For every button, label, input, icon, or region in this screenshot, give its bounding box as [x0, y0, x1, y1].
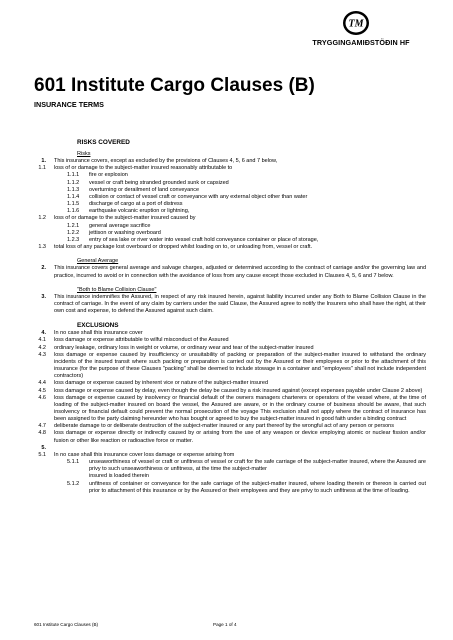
item-text: collision or contact of vessel craft or conveyance with any external object other than water — [89, 193, 308, 200]
clause-5 — [34, 445, 426, 452]
clause-4-6 — [34, 395, 426, 424]
clause-text: This insurance indemnifies the Assured, in respect of any risk insured herein, against liability incurred under any Both to Blame Collision Clause in the contract of carriage. In the event of any claim by carriers under the said Clause, the Assured agree to notify the Insurers who shall have the right, at their own cost and expense, to defend the Assured against such claim. — [54, 293, 426, 315]
clause-text: loss of or damage to the subject-matter insured caused by — [54, 215, 196, 222]
clause-number: 4.7 — [38, 423, 46, 430]
clause-text: This insurance covers general average and salvage charges, adjusted or determined according to the contract of carriage and/or the governing law and practice, incurred to avoid or in connection with the avoidance of loss from any cause except those excluded in Clauses 4, 5, 6 and 7 below. — [54, 265, 426, 279]
clause-3 — [34, 294, 426, 315]
item-number: 1.1.4 — [67, 193, 80, 200]
item-text: unseaworthiness of vessel or craft or unfitness of vessel or craft for the safe carriage of the subject-matter insured, where the Assured are privy to such unseaworthiness or unfitness, at the time the subject-matter — [89, 459, 426, 473]
document-subtitle: INSURANCE TERMS — [34, 100, 104, 109]
item-text: jettison or washing overboard — [89, 229, 161, 236]
clause-number: 1.3 — [38, 244, 46, 251]
item-text: unfitness of container or conveyance for the safe carriage of the subject-matter insured, where loading therein or thereon is carried out prior to attachment of this insurance or by the Assured or their employees and they are privy to such unfitness at the time of loading. — [89, 480, 426, 494]
item-number: 1.2.3 — [67, 236, 80, 243]
clause-1-3 — [34, 244, 426, 251]
subheading-risks: Risks — [77, 151, 91, 157]
clause-text: loss damage or expense attributable to wilful misconduct of the Assured — [54, 337, 229, 344]
clause-number: 4.4 — [38, 380, 46, 387]
item-text: overturning or derailment of land conveyance — [89, 186, 200, 193]
clause-item — [67, 172, 426, 179]
item-number: 1.2.2 — [67, 229, 80, 236]
footer-document-name: 601 Institute Cargo Clauses (B) — [34, 622, 99, 627]
clause-number: 2. — [41, 265, 46, 272]
clause-number: 4.6 — [38, 394, 46, 401]
company-name: TRYGGINGAMIÐSTÖÐIN HF — [312, 38, 410, 47]
clause-text: loss damage or expense directly or indirectly caused by or arising from the use of any weapon or device employing atomic or nuclear fission and/or fusion or other like reaction or radioactive force or matter. — [54, 430, 426, 444]
clause-number: 5.1 — [38, 451, 46, 458]
clause-text: loss damage or expense caused by insolvency or financial default of the owners managers charterers or operators of the vessel where, at the time of loading of the subject-matter insured on board the vessel, the Assured are aware, or in the ordinary course of business should be aware, that such insolvency or financial default could prevent the normal prosecution of the voyage This exclusion shall not apply where the contract of insurance has been assigned to the party claiming hereunder who has bought or agreed to buy the subject-matter insured in good faith under a binding contract — [54, 394, 426, 423]
clause-text: In no case shall this insurance cover loss damage or expense arising from — [54, 451, 235, 458]
clause-item — [67, 194, 426, 201]
subheading-general-average: General Average — [77, 258, 119, 265]
clause-4-4 — [34, 380, 426, 387]
clause-number: 4.8 — [38, 430, 46, 437]
clause-number: 3. — [41, 293, 46, 300]
item-text: fire or explosion — [89, 172, 128, 179]
clause-item — [67, 230, 426, 237]
item-number: 1.1.2 — [67, 179, 80, 186]
clause-number: 4.3 — [38, 351, 46, 358]
clause-item — [67, 237, 426, 244]
document-body — [34, 139, 426, 495]
item-number: 1.1.3 — [67, 186, 80, 193]
clause-5-1-2 — [67, 481, 426, 495]
item-text: general average sacrifice — [89, 222, 151, 229]
clause-text: loss damage or expense caused by insufficiency or unsuitability of packing or preparation of the subject-matter insured to withstand the ordinary incidents of the insured transit where such packing or preparation is carried out by the Assured or their employees or prior to the attachment of this insurance (for the purpose of these Clauses "packing" shall be deemed to include stowage in a container and "employees" shall not include independent contractors) — [54, 351, 426, 380]
footer-page-number: Page 1 of 4 — [213, 622, 237, 627]
clause-number: 1.1 — [38, 165, 46, 172]
item-number: 1.1.5 — [67, 201, 80, 208]
clause-text: ordinary leakage, ordinary loss in weight or volume, or ordinary wear and tear of the subject-matter insured — [54, 344, 314, 351]
clause-4-7 — [34, 423, 426, 430]
clause-number: 5. — [41, 444, 46, 451]
clause-item — [67, 187, 426, 194]
clause-item — [67, 208, 426, 215]
subheading-both-to-blame: "Both to Blame Collision Clause" — [77, 286, 157, 293]
section-heading-exclusions: EXCLUSIONS — [77, 322, 119, 330]
item-number: 1.1.1 — [67, 172, 80, 179]
clause-item — [67, 180, 426, 187]
clause-item — [67, 223, 426, 230]
section-heading-risks: RISKS COVERED — [77, 139, 130, 146]
item-text: discharge of cargo at a port of distress — [89, 201, 183, 208]
item-number: 1.1.6 — [67, 208, 80, 215]
clause-1-2 — [34, 215, 426, 222]
clause-5-1-1 — [67, 459, 426, 473]
logo-mark-icon — [342, 10, 370, 36]
item-number: 5.1.1 — [67, 459, 80, 466]
clause-4-5 — [34, 388, 426, 395]
item-number: 1.2.1 — [67, 222, 80, 229]
clause-number: 4.2 — [38, 344, 46, 351]
company-logo — [296, 10, 426, 56]
clause-4-8 — [34, 430, 426, 444]
clause-number: 1. — [41, 158, 46, 165]
clause-1-1 — [34, 165, 426, 172]
clause-5-1 — [34, 452, 426, 459]
clause-number: 4.1 — [38, 337, 46, 344]
clause-4-3 — [34, 352, 426, 381]
item-text: earthquake volcanic eruption or lightning, — [89, 208, 190, 215]
clause-text: loss of or damage to the subject-matter insured reasonably attributable to — [54, 165, 233, 172]
clause-4-2 — [34, 345, 426, 352]
clause-text: In no case shall this insurance cover — [54, 330, 143, 337]
logo-mark-text: TM — [348, 18, 364, 30]
item-number: 5.1.2 — [67, 480, 80, 487]
item-text: insured is loaded therein — [89, 473, 149, 480]
clause-number: 1.2 — [38, 215, 46, 222]
clause-2 — [34, 265, 426, 279]
clause-number: 4. — [41, 330, 46, 337]
item-text: vessel or craft being stranded grounded sunk or capsized — [89, 179, 229, 186]
item-text: entry of sea lake or river water into vessel craft hold conveyance container or place of storage, — [89, 236, 319, 243]
clause-number: 4.5 — [38, 387, 46, 394]
clause-text: deliberate damage to or deliberate destruction of the subject-matter insured or any part thereof by the wrongful act of any person or persons — [54, 423, 394, 430]
clause-item — [67, 201, 426, 208]
document-title: 601 Institute Cargo Clauses (B) — [34, 75, 315, 96]
clause-text: loss damage or expense caused by delay, even though the delay be caused by a risk insured against (except expenses payable under Clause 2 above) — [54, 387, 423, 394]
clause-text: loss damage or expense caused by inherent vice or nature of the subject-matter insured — [54, 380, 269, 387]
clause-5-1-1-cont — [67, 473, 426, 480]
clause-text: total loss of any package lost overboard or dropped whilst loading on to, or unloading from, vessel or craft. — [54, 244, 313, 251]
clause-1 — [34, 158, 426, 165]
clause-4 — [34, 330, 426, 337]
clause-4-1 — [34, 337, 426, 344]
clause-text: This insurance covers, except as excluded by the provisions of Clauses 4, 5, 6 and 7 below, — [54, 158, 278, 165]
